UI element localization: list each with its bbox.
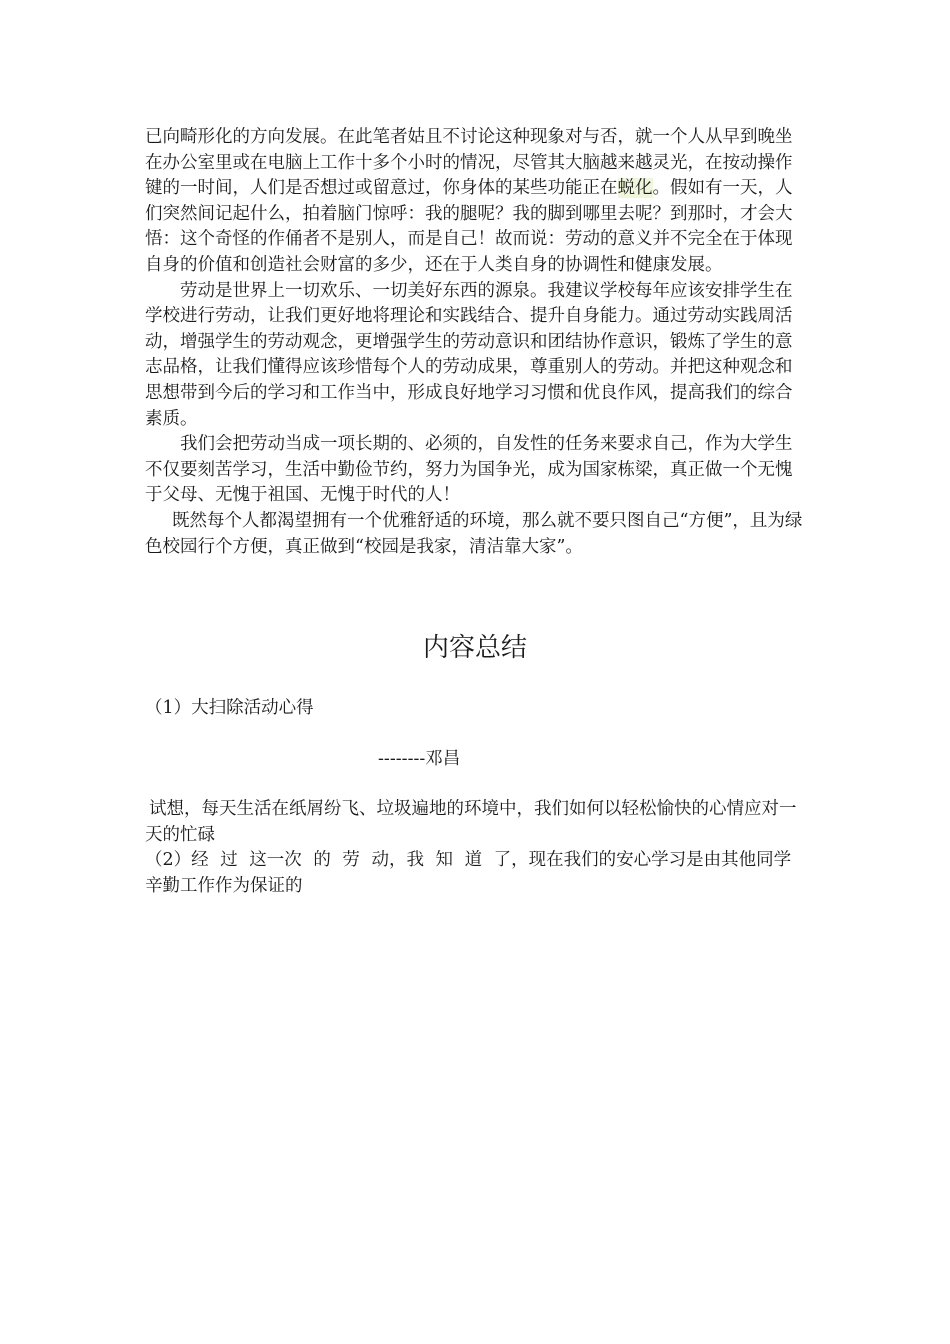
paragraph-1-before: 已向畸形化的方向发展。在此笔者姑且不讨论这种现象对与否，就一个人从早到晚坐在办公室里或在电脑上工作十多个小时的情况，尽管其大脑越来越灵光，在按动操作键的一时间，人们是否想过或留意过，你身体的某些功能正在 — [145, 127, 793, 199]
paragraph-3: 我们会把劳动当成一项长期的、必须的，自发性的任务来要求自己，作为大学生不仅要刻苦学习，生活中勤俭节约，努力为国争光，成为国家栋梁，真正做一个无愧于父母、无愧于祖国、无愧于时代的人！ — [145, 434, 793, 506]
summary-title: 内容总结 — [422, 633, 527, 663]
summary-author: --------邓昌 — [378, 749, 461, 769]
paragraph-1 — [145, 125, 805, 279]
paragraph-2: 劳动是世界上一切欢乐、一切美好东西的源泉。我建议学校每年应该安排学生在学校进行劳动，让我们更好地将理论和实践结合、提升自身能力。通过劳动实践周活动，增强学生的劳动观念，更增强学生的劳动意识和团结协作意识，锻炼了学生的意志品格，让我们懂得应该珍惜每个人的劳动成果，尊重别人的劳动。并把这种观念和思想带到今后的学习和工作当中，形成良好地学习习惯和优良作风，提高我们的综合素质。 — [145, 280, 793, 429]
paragraph-1-after: 。假如有一天，人们突然间记起什么，拍着脑门惊呼：我的腿呢？我的脚到哪里去呢？到那时，才会大悟：这个奇怪的作俑者不是别人，而是自己！故而说：劳动的意义并不完全在于体现自身的价值和创造社会财富的多少，还在于人类自身的协调性和健康发展。 — [145, 178, 793, 275]
highlighted-word: 蜕化 — [617, 178, 653, 199]
summary-item-2 — [145, 848, 805, 899]
paragraph-4: 既然每个人都渴望拥有一个优雅舒适的环境，那么就不要只图自己“方便”，且为绿色校园行个方便，真正做到“校园是我家，清洁靠大家”。 — [145, 510, 803, 557]
body-text — [145, 125, 805, 560]
summary-item-1-paragraph: 试想，每天生活在纸屑纷飞、垃圾遍地的环境中，我们如何以轻松愉快的心情应对一天的忙碌 — [145, 799, 797, 845]
summary-item-1: （1）大扫除活动心得 — [145, 698, 314, 718]
summary-item-1-text — [145, 797, 805, 848]
summary-item-2-paragraph: （2）经 过 这一次 的 劳 动，我 知 道 了，现在我们的安心学习是由其他同学辛勤工作作为保证的 — [145, 850, 792, 896]
